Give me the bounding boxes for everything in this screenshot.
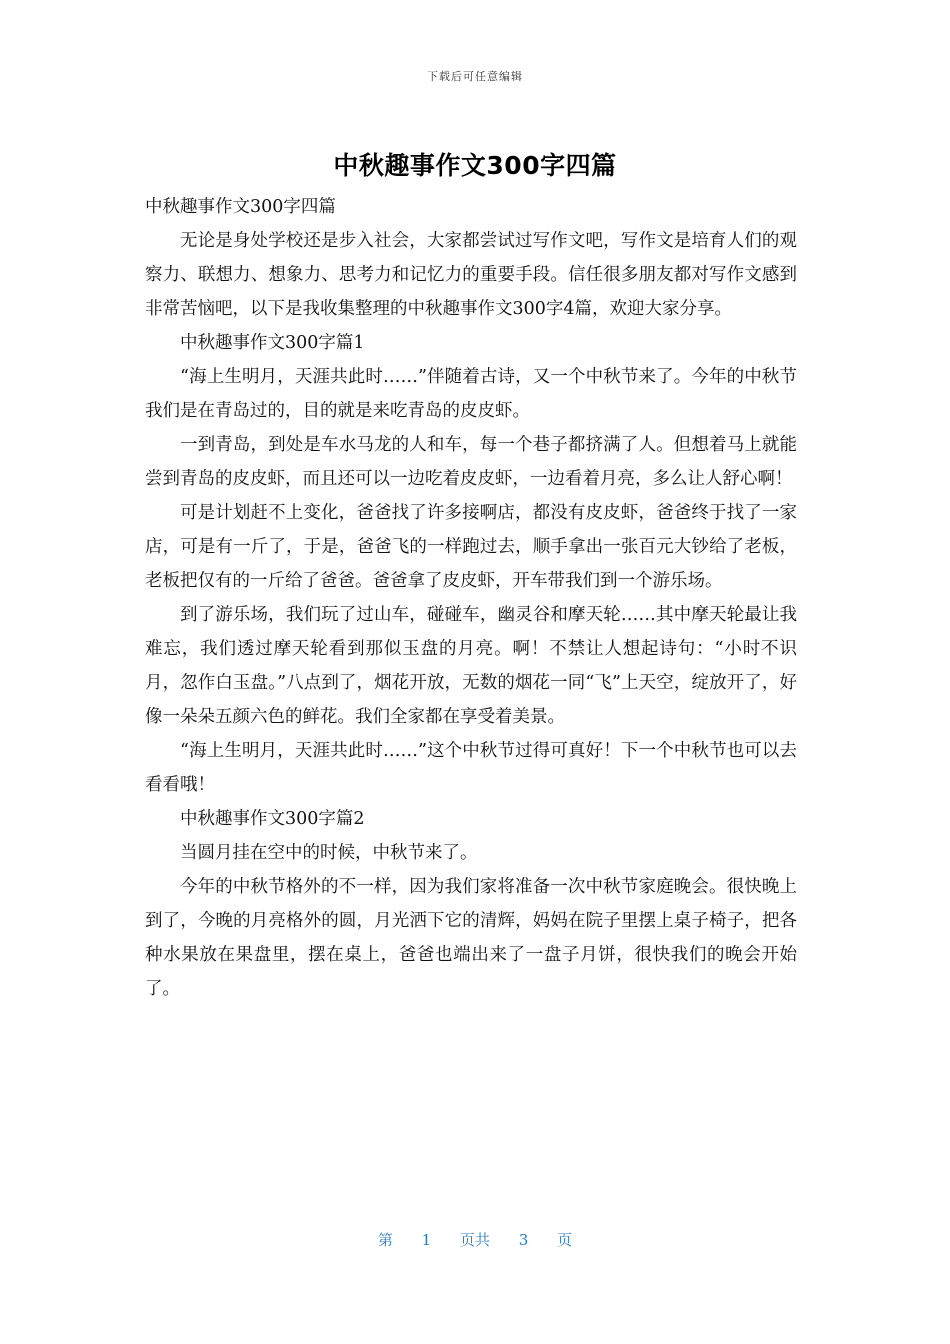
footer-total-pages: 3 — [518, 1231, 529, 1249]
footer-current-page: 1 — [421, 1231, 432, 1249]
page-number-footer — [0, 1229, 950, 1250]
paragraph: “海上生明月，天涯共此时……”这个中秋节过得可真好！下一个中秋节也可以去看看哦！ — [145, 741, 797, 795]
paragraph: 中秋趣事作文300字篇2 — [180, 809, 365, 829]
paragraph: 中秋趣事作文300字篇1 — [180, 333, 365, 353]
document-body — [145, 190, 797, 1006]
paragraph: 可是计划赶不上变化，爸爸找了许多接啊店，都没有皮皮虾，爸爸终于找了一家店，可是有一斤了，于是，爸爸飞的一样跑过去，顺手拿出一张百元大钞给了老板，老板把仅有的一斤给了爸爸。爸爸拿了皮皮虾，开车带我们到一个游乐场。 — [145, 503, 797, 591]
paragraph: “海上生明月，天涯共此时……”伴随着古诗，又一个中秋节来了。今年的中秋节我们是在青岛过的，目的就是来吃青岛的皮皮虾。 — [145, 367, 797, 421]
footer-label-ye-gong: 页共 — [459, 1231, 490, 1249]
document-title: 中秋趣事作文300字四篇 — [333, 151, 617, 180]
paragraph: 中秋趣事作文300字四篇 — [145, 197, 336, 217]
paragraph: 无论是身处学校还是步入社会，大家都尝试过写作文吧，写作文是培育人们的观察力、联想力、想象力、思考力和记忆力的重要手段。信任很多朋友都对写作文感到非常苦恼吧，以下是我收集整理的中秋趣事作文300字4篇，欢迎大家分享。 — [145, 231, 797, 319]
paragraph: 到了游乐场，我们玩了过山车，碰碰车，幽灵谷和摩天轮……其中摩天轮最让我难忘，我们透过摩天轮看到那似玉盘的月亮。啊！不禁让人想起诗句：“小时不识月，忽作白玉盘。”八点到了，烟花开放，无数的烟花一同“飞”上天空，绽放开了，好像一朵朵五颜六色的鲜花。我们全家都在享受着美景。 — [145, 605, 797, 727]
footer-label-ye: 页 — [557, 1231, 573, 1249]
footer-label-di: 第 — [377, 1231, 393, 1249]
paragraph: 今年的中秋节格外的不一样，因为我们家将准备一次中秋节家庭晚会。很快晚上到了，今晚的月亮格外的圆，月光洒下它的清辉，妈妈在院子里摆上桌子椅子，把各种水果放在果盘里，摆在桌上，爸爸也端出来了一盘子月饼，很快我们的晚会开始了。 — [145, 877, 797, 999]
paragraph: 当圆月挂在空中的时候，中秋节来了。 — [180, 843, 478, 863]
download-note: 下载后可任意编辑 — [427, 70, 523, 83]
paragraph: 一到青岛，到处是车水马龙的人和车，每一个巷子都挤满了人。但想着马上就能尝到青岛的皮皮虾，而且还可以一边吃着皮皮虾，一边看着月亮，多么让人舒心啊！ — [145, 435, 797, 489]
